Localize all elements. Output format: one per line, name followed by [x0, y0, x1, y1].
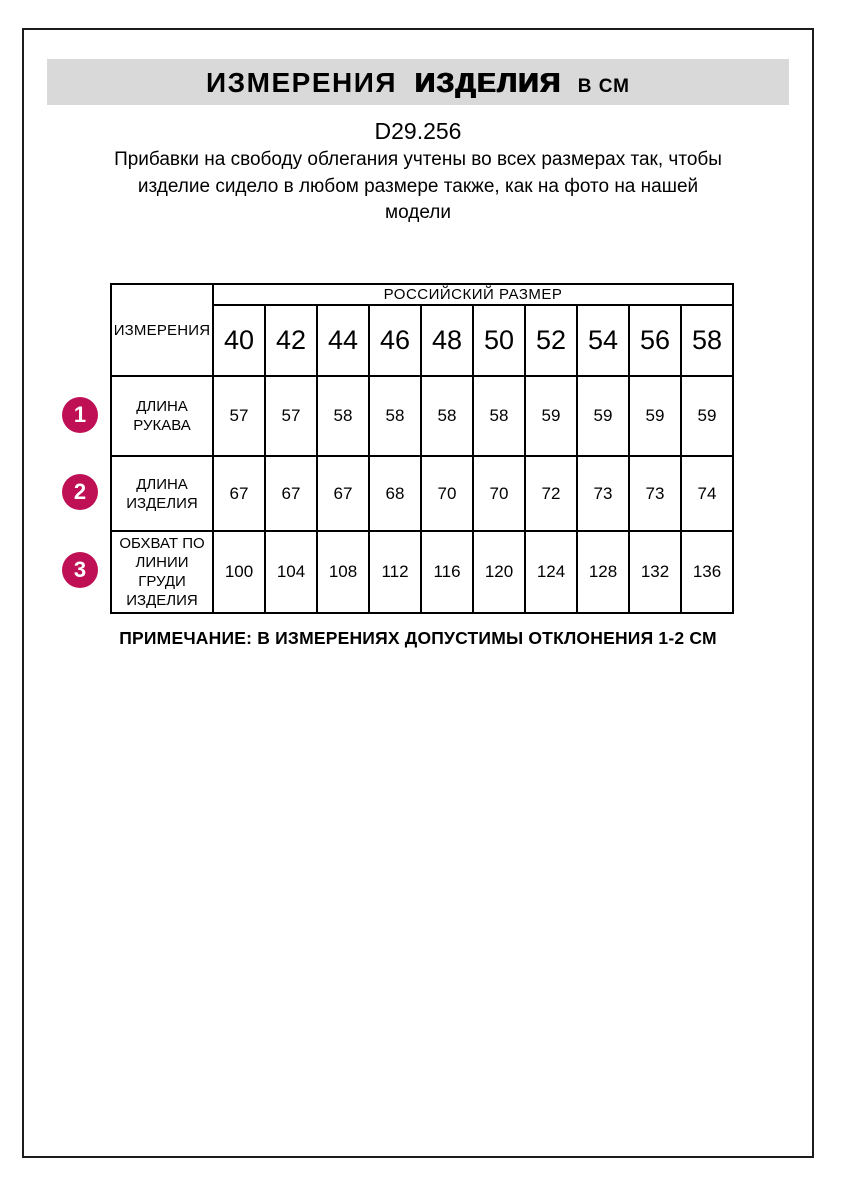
measurements-corner-header: ИЗМЕРЕНИЯ [111, 284, 213, 376]
measurement-value-cell: 70 [421, 456, 473, 531]
size-table-wrap [73, 283, 734, 614]
intro-line: изделие сидело в любом размере также, как на фото на нашей [137, 175, 699, 197]
measurement-value-cell: 59 [629, 376, 681, 456]
measurement-value-cell: 58 [369, 376, 421, 456]
size-table [110, 283, 734, 614]
measurement-value-cell: 132 [629, 531, 681, 613]
measurement-value-cell: 73 [629, 456, 681, 531]
measurement-value-cell: 124 [525, 531, 577, 613]
row-number-badge: 2 [62, 474, 98, 510]
measurement-value-cell: 104 [265, 531, 317, 613]
measurement-value-cell: 74 [681, 456, 733, 531]
group-header-cell: РОССИЙСКИЙ РАЗМЕР [213, 284, 733, 305]
size-table-body [111, 376, 733, 613]
page-title-word2: ИЗДЕЛИЯ [415, 67, 562, 98]
measurement-value-cell: 57 [213, 376, 265, 456]
measurement-value-cell: 58 [473, 376, 525, 456]
measurement-value-cell: 100 [213, 531, 265, 613]
intro-line: модели [385, 202, 451, 223]
measurement-value-cell: 57 [265, 376, 317, 456]
measurement-value-cell: 59 [577, 376, 629, 456]
page-title-units: В СМ [577, 76, 630, 97]
measurement-row-label: ОБХВАТ ПО ЛИНИИ ГРУДИ ИЗДЕЛИЯ [111, 531, 213, 613]
size-column-header: 40 [213, 305, 265, 376]
size-column-header: 46 [369, 305, 421, 376]
measurement-value-cell: 112 [369, 531, 421, 613]
measurement-row [111, 531, 733, 613]
measurement-value-cell: 116 [421, 531, 473, 613]
size-column-header: 52 [525, 305, 577, 376]
measurement-value-cell: 70 [473, 456, 525, 531]
measurement-row [111, 376, 733, 456]
row-number-badge: 1 [62, 397, 98, 433]
measurement-row-label: ДЛИНА РУКАВА [111, 376, 213, 456]
title-bar [47, 59, 789, 105]
measurement-value-cell: 58 [317, 376, 369, 456]
page-title-word1: ИЗМЕРЕНИЯ [206, 67, 397, 98]
group-header-row [111, 284, 733, 305]
size-column-header: 42 [265, 305, 317, 376]
measurement-value-cell: 58 [421, 376, 473, 456]
measurement-value-cell: 67 [317, 456, 369, 531]
measurement-value-cell: 67 [213, 456, 265, 531]
measurement-value-cell: 59 [681, 376, 733, 456]
measurement-row [111, 456, 733, 531]
size-column-header: 56 [629, 305, 681, 376]
measurement-value-cell: 72 [525, 456, 577, 531]
intro-line: Прибавки на свободу облегания учтены во всех размерах так, чтобы [114, 149, 722, 170]
size-column-header: 50 [473, 305, 525, 376]
intro-paragraph [78, 147, 758, 227]
size-column-header: 48 [421, 305, 473, 376]
measurement-value-cell: 128 [577, 531, 629, 613]
note-text: ПРИМЕЧАНИЕ: В ИЗМЕРЕНИЯХ ДОПУСТИМЫ ОТКЛОНЕНИЯ 1-2 СМ [119, 628, 717, 648]
measurement-value-cell: 108 [317, 531, 369, 613]
measurement-value-cell: 59 [525, 376, 577, 456]
model-code: D29.256 [374, 118, 462, 144]
size-table-head [111, 284, 733, 376]
size-column-header: 58 [681, 305, 733, 376]
measurement-row-label: ДЛИНА ИЗДЕЛИЯ [111, 456, 213, 531]
measurement-value-cell: 120 [473, 531, 525, 613]
measurement-value-cell: 136 [681, 531, 733, 613]
size-column-header: 44 [317, 305, 369, 376]
row-number-badge: 3 [62, 552, 98, 588]
measurement-value-cell: 67 [265, 456, 317, 531]
measurement-value-cell: 73 [577, 456, 629, 531]
measurement-value-cell: 68 [369, 456, 421, 531]
size-column-header: 54 [577, 305, 629, 376]
page-frame [22, 28, 814, 1158]
